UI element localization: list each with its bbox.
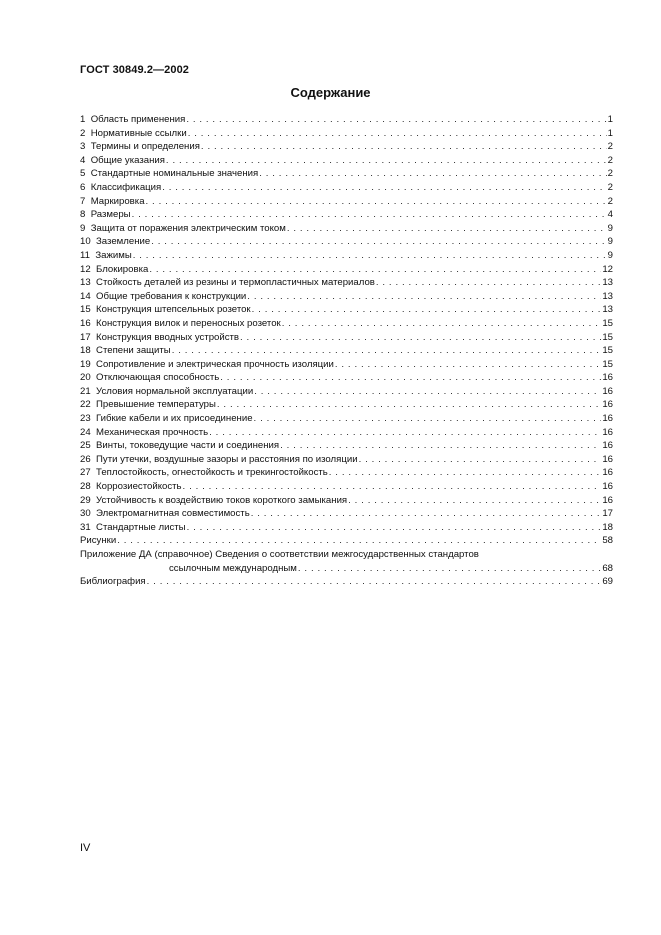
toc-entry-page: 16 xyxy=(602,453,613,465)
toc-entry-number: 15 xyxy=(80,304,91,316)
toc-entry xyxy=(80,344,613,358)
toc-entry-number: 12 xyxy=(80,263,91,275)
toc-entry xyxy=(80,507,613,521)
toc-entry-page: 2 xyxy=(607,154,613,166)
dot-leader xyxy=(201,140,607,154)
toc-entry-label: Маркировка xyxy=(90,195,145,207)
toc-entry-label: Библиография xyxy=(80,576,146,588)
dot-leader xyxy=(149,263,601,277)
toc-entry xyxy=(80,371,613,385)
toc-entry-page: 16 xyxy=(602,467,613,479)
dot-leader xyxy=(251,507,602,521)
toc-entry-number: 27 xyxy=(80,467,91,479)
dot-leader xyxy=(217,398,601,412)
toc-entry-page: 16 xyxy=(602,440,613,452)
toc-entry-number: 2 xyxy=(80,127,86,139)
toc-entry-label: Пути утечки, воздушные зазоры и расстояния по изоляции xyxy=(96,453,358,465)
dot-leader xyxy=(117,534,601,548)
dot-leader xyxy=(259,167,606,181)
dot-leader xyxy=(254,385,601,399)
toc-entry xyxy=(80,398,613,412)
toc-entry-page: 13 xyxy=(602,290,613,302)
toc-entry-label: Превышение температуры xyxy=(96,399,216,411)
dot-leader xyxy=(151,235,606,249)
toc-entry-label: Защита от поражения электрическим током xyxy=(90,222,286,234)
toc-entry-page: 69 xyxy=(602,576,613,588)
toc-entry-page: 9 xyxy=(607,249,613,261)
toc-entry-page: 12 xyxy=(602,263,613,275)
toc-entry-page: 16 xyxy=(602,426,613,438)
toc-entry-label: Стойкость деталей из резины и термопластичных материалов xyxy=(96,277,375,289)
standard-designation: ГОСТ 30849.2—2002 xyxy=(80,64,190,76)
dot-leader xyxy=(282,317,602,331)
toc-entry-label: Степени защиты xyxy=(96,345,171,357)
toc-entry-number: 16 xyxy=(80,317,91,329)
toc-entry xyxy=(80,235,613,249)
toc-entry-number: 5 xyxy=(80,168,86,180)
annex-title-line2 xyxy=(80,562,613,576)
toc-entry-label: Стандартные листы xyxy=(96,521,186,533)
toc-entry-label: Устойчивость к воздействию токов короткого замыкания xyxy=(96,494,348,506)
toc-entry-label: Конструкция вводных устройств xyxy=(96,331,240,343)
toc-entry xyxy=(80,412,613,426)
toc-entry-page: 16 xyxy=(602,413,613,425)
toc-entry-page: 18 xyxy=(602,521,613,533)
toc-entry-bibliography xyxy=(80,575,613,589)
annex-title-line1: Приложение ДА (справочное) Сведения о соответствии межгосударственных стандартов xyxy=(80,549,479,560)
toc-entry-number: 19 xyxy=(80,358,91,370)
toc-entry-number: 23 xyxy=(80,413,91,425)
toc-entry-label: Размеры xyxy=(90,209,131,221)
toc-entry-number: 3 xyxy=(80,141,86,153)
toc-entry-page: 16 xyxy=(602,494,613,506)
toc-entry xyxy=(80,181,613,195)
dot-leader xyxy=(187,521,602,535)
toc-entry xyxy=(80,466,613,480)
dot-leader xyxy=(133,249,607,263)
toc-entry xyxy=(80,426,613,440)
toc-entry xyxy=(80,385,613,399)
toc-entry-number: 25 xyxy=(80,440,91,452)
dot-leader xyxy=(247,290,601,304)
dot-leader xyxy=(376,276,601,290)
dot-leader xyxy=(348,494,601,508)
toc-entry-figures xyxy=(80,534,613,548)
toc-entry-number: 8 xyxy=(80,209,86,221)
toc-entry-label: Условия нормальной эксплуатации xyxy=(96,385,254,397)
toc-entry-page: 2 xyxy=(607,141,613,153)
toc-entry-label: Общие указания xyxy=(90,154,165,166)
toc-entry-label: Конструкция вилок и переносных розеток xyxy=(96,317,281,329)
toc-entry xyxy=(80,358,613,372)
toc-entry xyxy=(80,276,613,290)
toc-entry-label: Общие требования к конструкции xyxy=(96,290,247,302)
toc-entry-number: 4 xyxy=(80,154,86,166)
toc-entry xyxy=(80,263,613,277)
toc-entry-number: 10 xyxy=(80,236,91,248)
toc-entry-label: ссылочным международным xyxy=(169,562,297,574)
dot-leader xyxy=(287,222,607,236)
dot-leader xyxy=(220,371,601,385)
toc-entry-page: 16 xyxy=(602,372,613,384)
toc-entry-label: Область применения xyxy=(90,114,186,125)
toc-entry xyxy=(80,140,613,154)
toc-entry-number: 17 xyxy=(80,331,91,343)
dot-leader xyxy=(147,575,602,589)
toc-entry-label: Блокировка xyxy=(96,263,149,275)
toc-entry-page: 16 xyxy=(602,399,613,411)
toc-entry-number: 30 xyxy=(80,508,91,520)
table-of-contents xyxy=(80,113,613,589)
toc-entry-number: 11 xyxy=(80,249,90,261)
toc-entry-page: 13 xyxy=(602,304,613,316)
toc-entry-number: 24 xyxy=(80,426,91,438)
toc-entry-page: 1 xyxy=(607,127,613,139)
toc-entry xyxy=(80,331,613,345)
toc-entry xyxy=(80,222,613,236)
toc-entry-label: Коррозиестойкость xyxy=(96,481,182,493)
toc-entry-label: Зажимы xyxy=(95,249,132,261)
toc-entry xyxy=(80,453,613,467)
toc-entry-label: Сопротивление и электрическая прочность изоляции xyxy=(96,358,334,370)
toc-entry-number: 21 xyxy=(80,385,91,397)
toc-entry-number: 9 xyxy=(80,222,86,234)
toc-entry-label: Классификация xyxy=(90,181,162,193)
page-folio: IV xyxy=(80,842,91,854)
dot-leader xyxy=(240,331,601,345)
toc-entry-number: 31 xyxy=(80,521,91,533)
toc-entry-page: 15 xyxy=(602,331,613,343)
toc-entry-label: Гибкие кабели и их присоединение xyxy=(96,413,253,425)
toc-entry-label: Нормативные ссылки xyxy=(90,127,187,139)
dot-leader xyxy=(298,562,601,576)
page-title: Содержание xyxy=(290,85,371,100)
toc-entry xyxy=(80,521,613,535)
toc-entry xyxy=(80,480,613,494)
toc-entry-label: Рисунки xyxy=(80,535,117,547)
toc-entry xyxy=(80,167,613,181)
toc-entry xyxy=(80,439,613,453)
toc-entry-label: Термины и определения xyxy=(90,141,200,153)
dot-leader xyxy=(183,480,602,494)
dot-leader xyxy=(162,181,606,195)
toc-entry-page: 2 xyxy=(607,168,613,180)
toc-entry-page: 15 xyxy=(602,358,613,370)
toc-entry-page: 9 xyxy=(607,222,613,234)
toc-entry-label: Теплостойкость, огнестойкость и трекингостойкость xyxy=(96,467,328,479)
toc-entry xyxy=(80,195,613,209)
toc-entry-number: 22 xyxy=(80,399,91,411)
toc-entry-page: 2 xyxy=(607,195,613,207)
toc-entry-page: 15 xyxy=(602,317,613,329)
toc-entry xyxy=(80,127,613,141)
toc-entry-page: 16 xyxy=(602,481,613,493)
dot-leader xyxy=(188,127,607,141)
toc-entry xyxy=(80,494,613,508)
toc-entry-page: 1 xyxy=(607,114,613,125)
toc-entry-label: Винты, токоведущие части и соединения xyxy=(96,440,280,452)
dot-leader xyxy=(209,426,601,440)
toc-entry-annex xyxy=(80,548,613,575)
toc-entry xyxy=(80,290,613,304)
toc-entry-page: 68 xyxy=(602,562,613,574)
toc-entry-page: 13 xyxy=(602,277,613,289)
toc-entry-number: 13 xyxy=(80,277,91,289)
toc-entry xyxy=(80,113,613,127)
dot-leader xyxy=(359,453,602,467)
toc-entry-label: Механическая прочность xyxy=(96,426,209,438)
toc-entry-number: 26 xyxy=(80,453,91,465)
toc-entry-page: 4 xyxy=(607,209,613,221)
dot-leader xyxy=(146,195,607,209)
toc-entry-number: 1 xyxy=(80,114,86,125)
dot-leader xyxy=(280,439,601,453)
dot-leader xyxy=(186,113,606,127)
toc-entry-number: 7 xyxy=(80,195,86,207)
toc-entry-page: 16 xyxy=(602,385,613,397)
toc-entry-label: Электромагнитная совместимость xyxy=(96,508,250,520)
toc-entry-number: 29 xyxy=(80,494,91,506)
toc-entry xyxy=(80,317,613,331)
toc-entry-page: 17 xyxy=(602,508,613,520)
toc-entry-page: 15 xyxy=(602,345,613,357)
toc-entry-number: 20 xyxy=(80,372,91,384)
toc-entry-page: 58 xyxy=(602,535,613,547)
toc-entry xyxy=(80,249,613,263)
dot-leader xyxy=(172,344,602,358)
toc-entry xyxy=(80,208,613,222)
dot-leader xyxy=(166,154,607,168)
toc-entry-number: 14 xyxy=(80,290,91,302)
toc-entry-number: 6 xyxy=(80,181,86,193)
toc-entry xyxy=(80,303,613,317)
toc-entry xyxy=(80,154,613,168)
toc-entry-page: 9 xyxy=(607,236,613,248)
toc-entry-number: 28 xyxy=(80,481,91,493)
toc-entry-number: 18 xyxy=(80,345,91,357)
toc-entry-label: Стандартные номинальные значения xyxy=(90,168,259,180)
toc-entry-label: Заземление xyxy=(96,236,151,248)
dot-leader xyxy=(335,358,601,372)
dot-leader xyxy=(132,208,607,222)
dot-leader xyxy=(329,466,602,480)
toc-entry-label: Конструкция штепсельных розеток xyxy=(96,304,251,316)
dot-leader xyxy=(252,303,602,317)
dot-leader xyxy=(254,412,602,426)
toc-entry-page: 2 xyxy=(607,181,613,193)
toc-entry-label: Отключающая способность xyxy=(96,372,220,384)
